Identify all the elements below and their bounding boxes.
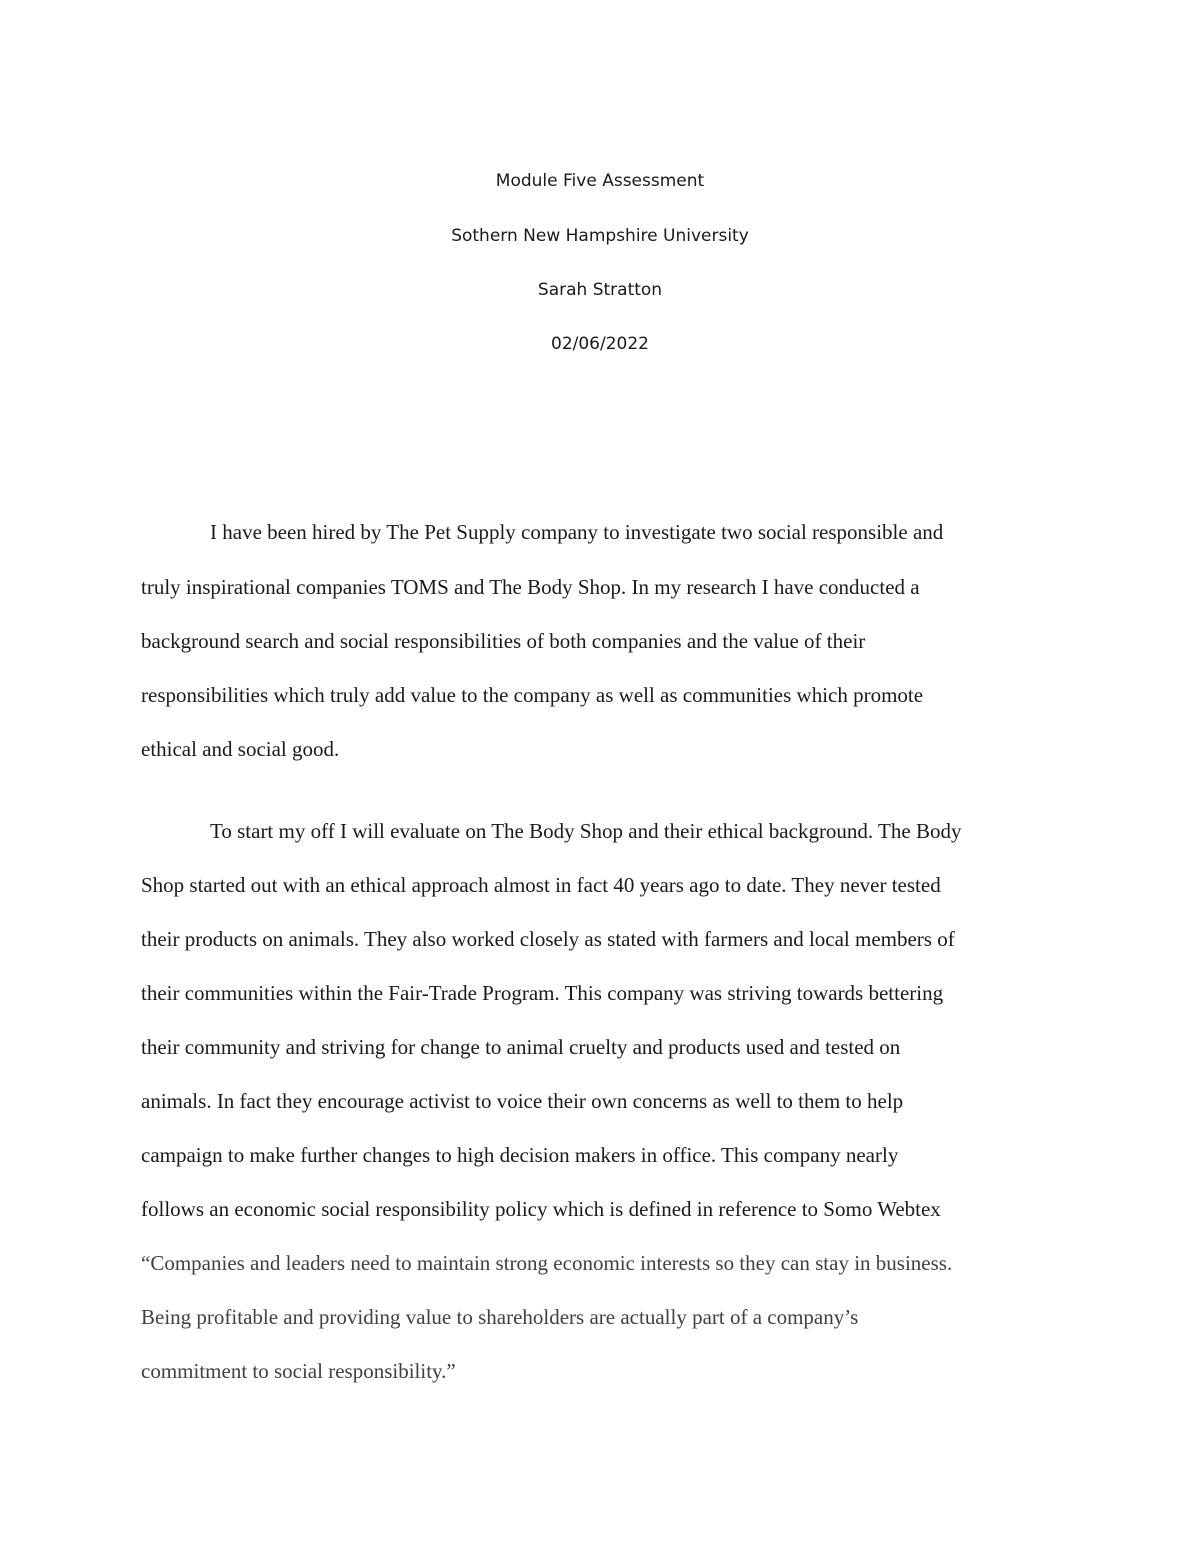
paragraph-1-line: responsibilities which truly add value to the company as well as communities which promote xyxy=(141,683,924,707)
institution-name: Sothern New Hampshire University xyxy=(451,226,749,246)
paragraph-2-line: their communities within the Fair-Trade Program. This company was striving towards bettering xyxy=(141,981,944,1005)
paragraph-1-line: background search and social responsibilities of both companies and the value of their xyxy=(141,629,866,653)
paragraph-1-line: I have been hired by The Pet Supply company to investigate two social responsible and xyxy=(210,520,944,544)
paragraph-1-line: truly inspirational companies TOMS and The Body Shop. In my research I have conducted a xyxy=(141,575,920,599)
quote-line: Being profitable and providing value to shareholders are actually part of a company’s xyxy=(141,1305,859,1329)
paragraph-2-line: their products on animals. They also worked closely as stated with farmers and local members of xyxy=(141,927,955,951)
paragraph-2-line: animals. In fact they encourage activist to voice their own concerns as well to them to help xyxy=(141,1089,904,1113)
paragraph-2-line: campaign to make further changes to high decision makers in office. This company nearly xyxy=(141,1143,899,1167)
paragraph-2-line: Shop started out with an ethical approach almost in fact 40 years ago to date. They never tested xyxy=(141,873,941,897)
paragraph-2-line: follows an economic social responsibility policy which is defined in reference to Somo Webtex xyxy=(141,1197,941,1221)
quote-line: commitment to social responsibility.” xyxy=(141,1359,456,1383)
document-title: Module Five Assessment xyxy=(495,171,705,191)
author-name: Sarah Stratton xyxy=(537,280,663,300)
document-date: 02/06/2022 xyxy=(551,334,649,354)
quote-line: “Companies and leaders need to maintain strong economic interests so they can stay in business. xyxy=(141,1251,953,1275)
paragraph-2-line: their community and striving for change to animal cruelty and products used and tested on xyxy=(141,1035,901,1059)
paragraph-2-line: To start my off I will evaluate on The Body Shop and their ethical background. The Body xyxy=(210,819,962,843)
paragraph-1-line: ethical and social good. xyxy=(141,737,340,761)
